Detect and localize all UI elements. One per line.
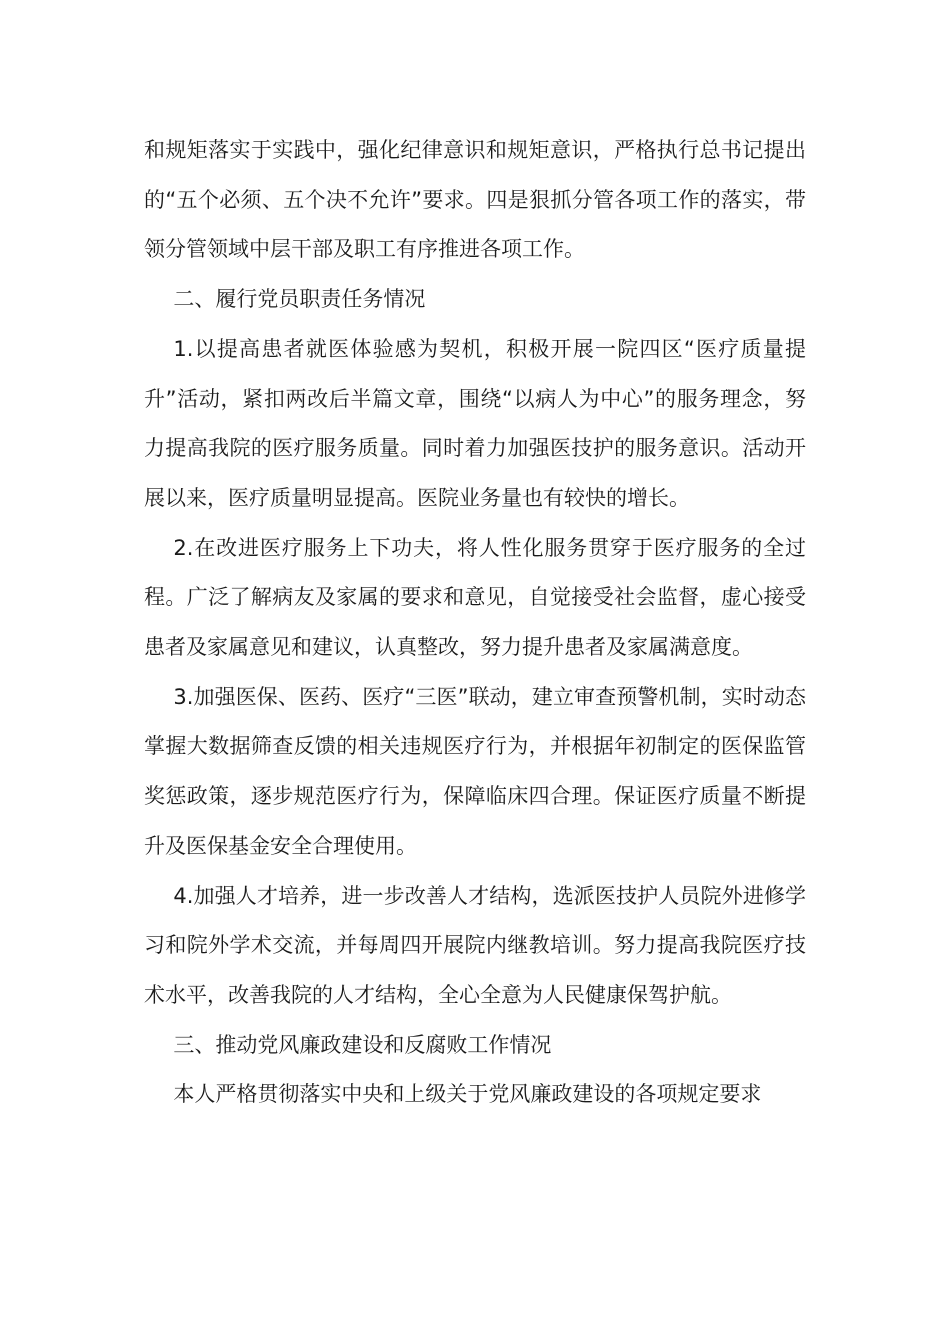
section-heading-2: 二、履行党员职责任务情况 — [173, 287, 426, 312]
document-body — [144, 126, 806, 1120]
paragraph-continuation: 和规矩落实于实践中，强化纪律意识和规矩意识，严格执行总书记提出的“五个必须、五个决不允许”要求。四是狠抓分管各项工作的落实，带领分管领域中层干部及职工有序推进各项工作。 — [144, 138, 806, 262]
paragraph-body: 本人严格贯彻落实中央和上级关于党风廉政建设的各项规定要求 — [173, 1082, 762, 1107]
paragraph-item-4: 4.加强人才培养，进一步改善人才结构，选派医技护人员院外进修学习和院外学术交流，并每周四开展院内继教培训。努力提高我院医疗技术水平，改善我院的人才结构，全心全意为人民健康保驾护航。 — [144, 883, 806, 1007]
paragraph-item-3: 3.加强医保、医药、医疗“三医”联动，建立审查预警机制，实时动态掌握大数据筛查反馈的相关违规医疗行为，并根据年初制定的医保监管奖惩政策，逐步规范医疗行为，保障临床四合理。保证医疗质量不断提升及医保基金安全合理使用。 — [144, 684, 806, 858]
paragraph-item-1: 1.以提高患者就医体验感为契机，积极开展一院四区“医疗质量提升”活动，紧扣两改后半篇文章，围绕“以病人为中心”的服务理念，努力提高我院的医疗服务质量。同时着力加强医技护的服务意识。活动开展以来，医疗质量明显提高。医院业务量也有较快的增长。 — [144, 336, 806, 510]
section-heading-3: 三、推动党风廉政建设和反腐败工作情况 — [173, 1032, 552, 1057]
paragraph-item-2: 2.在改进医疗服务上下功夫，将人性化服务贯穿于医疗服务的全过程。广泛了解病友及家属的要求和意见，自觉接受社会监督，虚心接受患者及家属意见和建议，认真整改，努力提升患者及家属满意度。 — [144, 535, 806, 660]
